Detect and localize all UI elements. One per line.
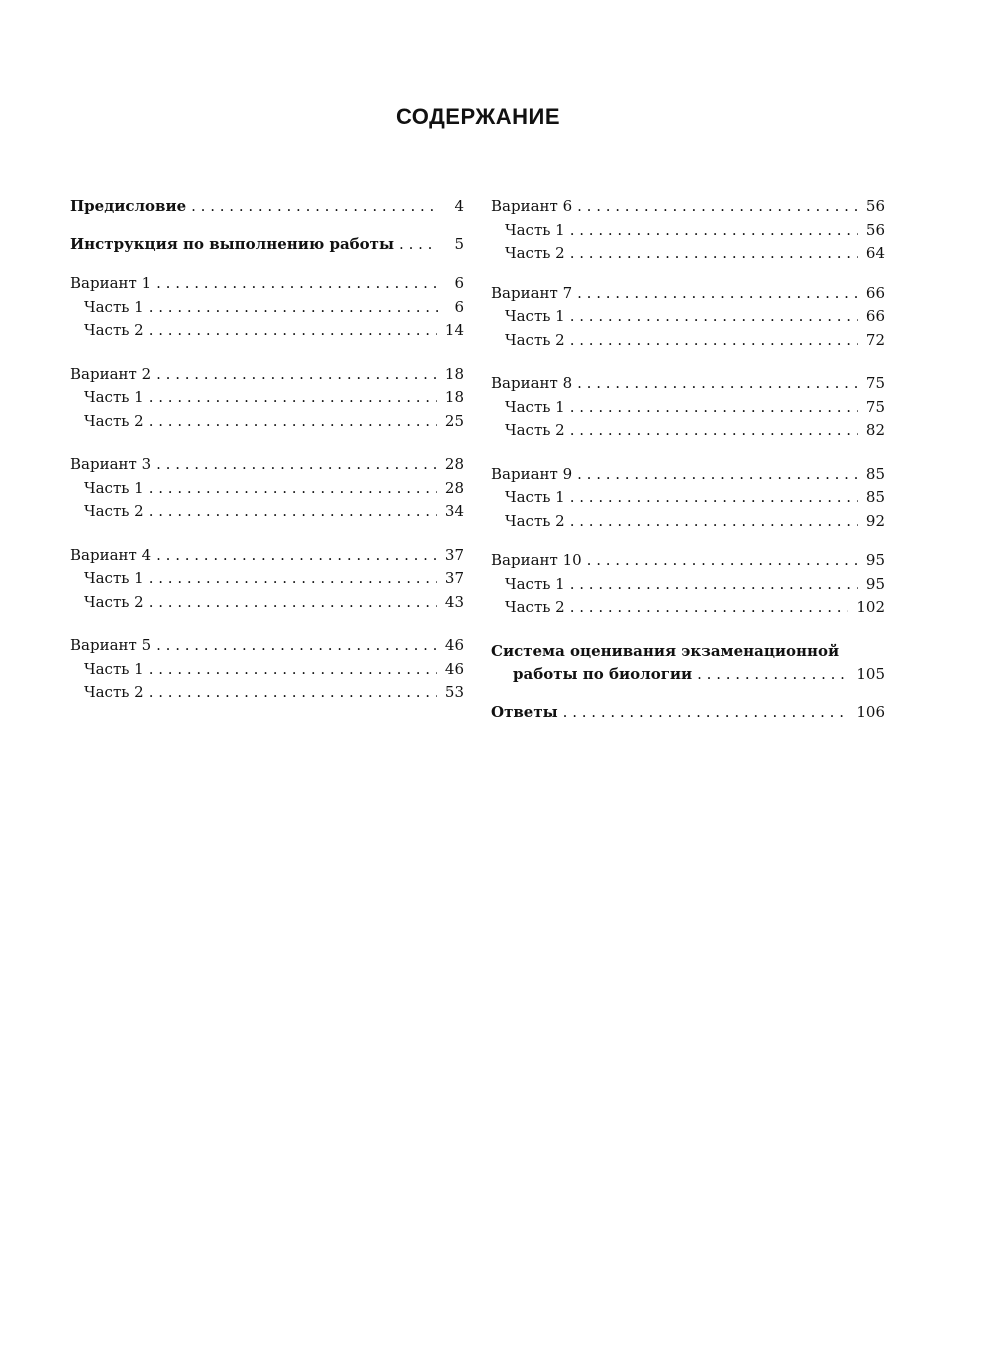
toc-entry-page: 95 <box>865 551 885 569</box>
toc-entry-part[interactable] <box>491 329 885 353</box>
toc-entry-variant[interactable] <box>70 453 464 477</box>
toc-entry-page: 75 <box>865 374 885 392</box>
toc-entry-page: 34 <box>444 502 464 520</box>
toc-entry-page: 28 <box>444 455 464 473</box>
toc-entry-variant[interactable] <box>70 363 464 387</box>
toc-entry-page: 105 <box>856 665 885 683</box>
toc-entry-variant[interactable] <box>491 549 885 573</box>
toc-entry-variant[interactable] <box>491 372 885 396</box>
toc-entry-label: Часть 1 <box>505 220 565 239</box>
dot-leader <box>149 477 437 501</box>
toc-variant-group <box>491 195 885 266</box>
toc-entry-variant[interactable] <box>70 544 464 568</box>
toc-entry-label: Вариант 5 <box>70 636 152 654</box>
dot-leader <box>570 486 858 510</box>
dot-leader <box>149 410 437 434</box>
toc-entry-label: Вариант 9 <box>491 464 573 483</box>
toc-entry-label: Часть 2 <box>84 683 144 701</box>
toc-entry-page: 4 <box>454 197 464 215</box>
toc-entry-page: 37 <box>444 545 464 564</box>
dot-leader <box>156 453 437 477</box>
dot-leader <box>570 219 858 243</box>
toc-entry-label-line1 <box>491 640 885 664</box>
toc-entry-label: Вариант 1 <box>70 274 152 292</box>
toc-entry-part[interactable] <box>70 386 464 410</box>
toc-entry-part[interactable] <box>491 219 885 243</box>
toc-entry-page: 72 <box>865 330 885 349</box>
toc-entry-page: 85 <box>865 464 885 483</box>
toc-entry-part[interactable] <box>70 658 464 682</box>
toc-entry-label: Часть 2 <box>505 330 565 349</box>
dot-leader <box>399 233 438 257</box>
toc-entry-instructions[interactable] <box>70 233 464 257</box>
toc-entry-page: 56 <box>865 197 885 215</box>
toc-entry-page: 106 <box>856 702 885 721</box>
dot-leader <box>570 419 858 443</box>
toc-entry-label: Часть 1 <box>505 488 565 506</box>
toc-entry-part[interactable] <box>70 296 464 320</box>
toc-entry-label-line2 <box>491 663 885 687</box>
toc-entry-label: Часть 1 <box>84 297 144 316</box>
dot-leader <box>149 681 437 705</box>
toc-entry-page: 53 <box>444 683 464 701</box>
dot-leader <box>156 363 437 387</box>
toc-entry-part[interactable] <box>70 500 464 524</box>
dot-leader <box>156 544 437 568</box>
toc-entry-page: 64 <box>865 244 885 262</box>
toc-entry-label: Система оценивания экзаменационной <box>491 641 840 660</box>
toc-entry-label: Часть 1 <box>84 388 144 406</box>
dot-leader <box>587 549 858 573</box>
toc-entry-page: 85 <box>865 488 885 506</box>
toc-entry-page: 75 <box>865 397 885 416</box>
toc-entry-page: 92 <box>865 511 885 530</box>
toc-entry-label: Вариант 8 <box>491 374 573 392</box>
dot-leader <box>570 242 858 266</box>
toc-entry-page: 37 <box>444 569 464 587</box>
dot-leader <box>697 663 848 687</box>
toc-entry-page: 25 <box>444 411 464 430</box>
toc-entry-label: Часть 2 <box>505 244 565 262</box>
toc-variant-group <box>70 363 464 434</box>
toc-entry-variant[interactable] <box>491 195 885 219</box>
dot-leader <box>149 296 438 320</box>
toc-entry-answers[interactable] <box>491 701 885 725</box>
toc-entry-label: Предисловие <box>70 197 187 215</box>
dot-leader <box>577 372 858 396</box>
toc-entry-part[interactable] <box>491 419 885 443</box>
dot-leader <box>577 195 858 219</box>
toc-entry-page: 28 <box>444 478 464 497</box>
dot-leader <box>156 272 438 296</box>
toc-entry-variant[interactable] <box>491 463 885 487</box>
toc-entry-label: Вариант 3 <box>70 455 152 473</box>
toc-entry-page: 6 <box>454 274 464 292</box>
toc-entry-label: Ответы <box>491 702 558 721</box>
dot-leader <box>570 510 858 534</box>
toc-entry-label: Часть 1 <box>84 478 144 497</box>
dot-leader <box>577 463 858 487</box>
toc-entry-page: 14 <box>444 321 464 339</box>
toc-entry-page: 102 <box>856 598 885 616</box>
toc-entry-label: Вариант 4 <box>70 545 152 564</box>
toc-entry-label: Часть 1 <box>505 397 565 416</box>
toc-entry-page: 18 <box>444 388 464 406</box>
toc-entry-label: Часть 2 <box>84 411 144 430</box>
toc-entry-grading[interactable] <box>491 640 885 687</box>
toc-entry-part[interactable] <box>491 510 885 534</box>
toc-entry-part[interactable] <box>70 567 464 591</box>
toc-entry-page: 66 <box>865 283 885 302</box>
toc-entry-part[interactable] <box>70 477 464 501</box>
dot-leader <box>570 396 858 420</box>
dot-leader <box>149 500 437 524</box>
toc-entry-label: работы по биологии <box>513 665 693 683</box>
toc-entry-part[interactable] <box>491 305 885 329</box>
dot-leader <box>149 591 437 615</box>
toc-entry-label: Часть 2 <box>84 321 144 339</box>
toc-entry-part[interactable] <box>491 396 885 420</box>
dot-leader <box>563 701 849 725</box>
toc-entry-label: Часть 2 <box>505 511 565 530</box>
toc-variant-group <box>491 549 885 620</box>
toc-entry-label: Часть 1 <box>505 574 565 593</box>
dot-leader <box>570 329 858 353</box>
toc-entry-page: 6 <box>454 297 464 316</box>
toc-entry-page: 46 <box>444 659 464 678</box>
dot-leader <box>577 282 858 306</box>
toc-entry-page: 95 <box>865 574 885 593</box>
toc-entry-part[interactable] <box>491 242 885 266</box>
toc-entry-label: Часть 2 <box>84 502 144 520</box>
toc-entry-part[interactable] <box>491 596 885 620</box>
toc-entry-label: Часть 1 <box>84 659 144 678</box>
toc-variant-group <box>491 372 885 443</box>
toc-entry-page: 56 <box>865 220 885 239</box>
toc-entry-page: 46 <box>444 636 464 654</box>
toc-variant-group <box>70 453 464 524</box>
toc-variant-group <box>70 272 464 343</box>
toc-entry-part[interactable] <box>70 591 464 615</box>
toc-entry-label: Вариант 6 <box>491 197 573 215</box>
dot-leader <box>149 567 437 591</box>
toc-entry-part[interactable] <box>70 319 464 343</box>
page-title: СОДЕРЖАНИЕ <box>395 104 561 129</box>
toc-entry-page: 5 <box>454 234 464 253</box>
toc-variant-group <box>491 282 885 353</box>
toc-right-column <box>491 195 885 724</box>
toc-entry-variant[interactable] <box>70 272 464 296</box>
toc-variant-group <box>70 544 464 615</box>
toc-entry-label: Часть 2 <box>505 421 565 439</box>
toc-entry-page: 43 <box>444 592 464 611</box>
dot-leader <box>191 195 438 219</box>
toc-entry-preface[interactable] <box>70 195 464 219</box>
toc-entry-label: Вариант 2 <box>70 364 152 383</box>
toc-entry-variant[interactable] <box>70 634 464 658</box>
toc-entry-label: Часть 2 <box>505 598 565 616</box>
toc-entry-part[interactable] <box>491 573 885 597</box>
toc-entry-part[interactable] <box>70 410 464 434</box>
toc-entry-label: Вариант 7 <box>491 283 573 302</box>
toc-entry-part[interactable] <box>70 681 464 705</box>
toc-entry-page: 66 <box>865 307 885 325</box>
toc-entry-part[interactable] <box>491 486 885 510</box>
dot-leader <box>149 658 437 682</box>
toc-entry-label: Инструкция по выполнению работы <box>70 234 395 253</box>
toc-entry-variant[interactable] <box>491 282 885 306</box>
toc-entry-label: Вариант 10 <box>491 551 582 569</box>
toc-entry-page: 18 <box>444 364 464 383</box>
toc-variant-group <box>491 463 885 534</box>
toc-entry-label: Часть 1 <box>505 307 565 325</box>
toc-entry-page: 82 <box>865 421 885 439</box>
toc-variant-group <box>70 634 464 705</box>
dot-leader <box>149 319 437 343</box>
dot-leader <box>570 596 849 620</box>
toc-left-column <box>70 195 464 705</box>
toc-entry-label: Часть 1 <box>84 569 144 587</box>
dot-leader <box>156 634 437 658</box>
toc-entry-label: Часть 2 <box>84 592 144 611</box>
dot-leader <box>570 305 858 329</box>
dot-leader <box>149 386 437 410</box>
dot-leader <box>570 573 858 597</box>
